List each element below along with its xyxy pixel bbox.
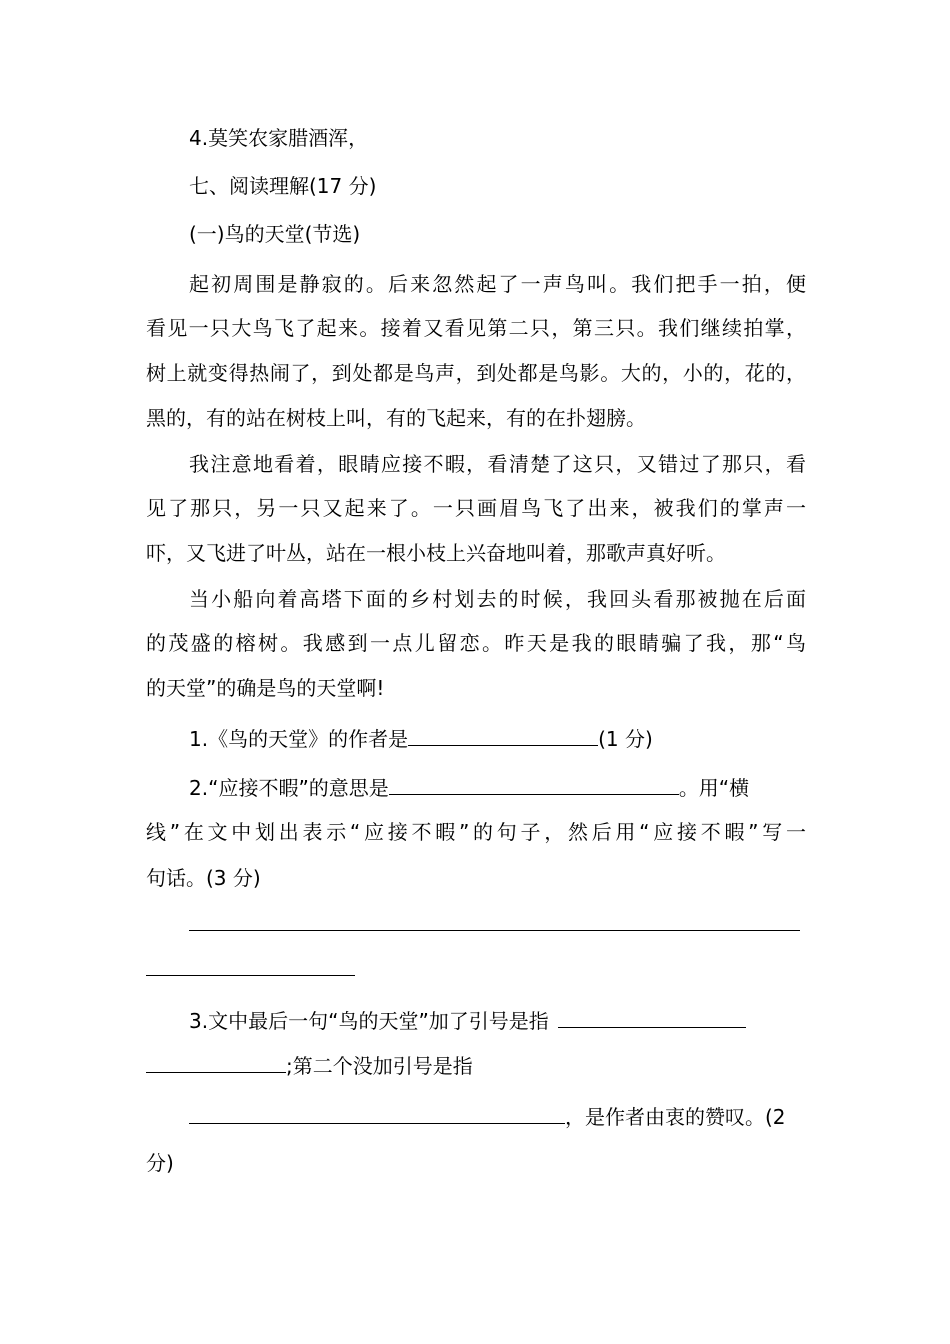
question-2-line-2: 线”在文中划出表示“应接不暇”的句子，然后用“应接不暇”写一 [146,820,806,844]
paragraph-1-line-2: 看见一只大鸟飞了起来。接着又看见第二只，第三只。我们继续拍掌， [146,316,806,340]
question-2-answer-line-2[interactable] [146,975,355,976]
paragraph-3-line-1: 当小船向着高塔下面的乡村划去的时候，我回头看那被抛在后面 [189,587,806,611]
question-3-second-blank[interactable] [189,1101,565,1124]
paragraph-1-line-4: 黑的，有的站在树枝上叫，有的飞起来，有的在扑翅膀。 [146,406,646,430]
question-1-answer-blank[interactable] [408,723,598,746]
question-3-line-1 [189,1005,746,1033]
question-2-continuation: 。用“横 [678,776,750,800]
poem-line: 4.莫笑农家腊酒浑， [189,126,369,150]
paragraph-3-line-3: 的天堂”的确是鸟的天堂啊! [146,676,385,700]
question-3-text: 3.文中最后一句“鸟的天堂”加了引号是指 [189,1009,549,1033]
question-2-line-1 [189,772,749,800]
question-1-text: 1.《鸟的天堂》的作者是 [189,727,409,751]
question-3-line-2 [146,1050,473,1078]
question-2-answer-line-1[interactable] [189,930,800,931]
question-3-second-part: ;第二个没加引号是指 [286,1054,473,1078]
passage-title: (一)鸟的天堂(节选) [189,222,361,246]
paragraph-3-line-2: 的茂盛的榕树。我感到一点儿留恋。昨天是我的眼睛骗了我，那“鸟 [146,631,806,655]
paragraph-2-line-3: 吓，又飞进了叶丛，站在一根小枝上兴奋地叫着，那歌声真好听。 [146,541,726,565]
question-2-text: 2.“应接不暇”的意思是 [189,776,389,800]
question-1 [189,723,653,751]
paragraph-1-line-1: 起初周围是静寂的。后来忽然起了一声鸟叫。我们把手一拍，便 [189,272,806,296]
section-title: 七、阅读理解(17 分) [189,174,377,198]
question-3-tail: ，是作者由衷的赞叹。(2 [565,1105,786,1129]
paragraph-2-line-2: 见了那只，另一只又起来了。一只画眉鸟飞了出来，被我们的掌声一 [146,496,806,520]
question-3-first-blank[interactable] [558,1005,746,1028]
paragraph-1-line-3: 树上就变得热闹了，到处都是鸟声，到处都是鸟影。大的，小的，花的， [146,361,806,385]
question-2-meaning-blank[interactable] [389,772,679,795]
question-3-line-3 [189,1101,786,1129]
question-3-first-blank-continued[interactable] [146,1050,286,1073]
question-1-score: (1 分) [598,727,653,751]
question-2-line-3: 句话。(3 分) [146,866,261,890]
question-3-score-tail: 分) [146,1151,174,1175]
paragraph-2-line-1: 我注意地看着，眼睛应接不暇，看清楚了这只，又错过了那只，看 [189,452,806,476]
